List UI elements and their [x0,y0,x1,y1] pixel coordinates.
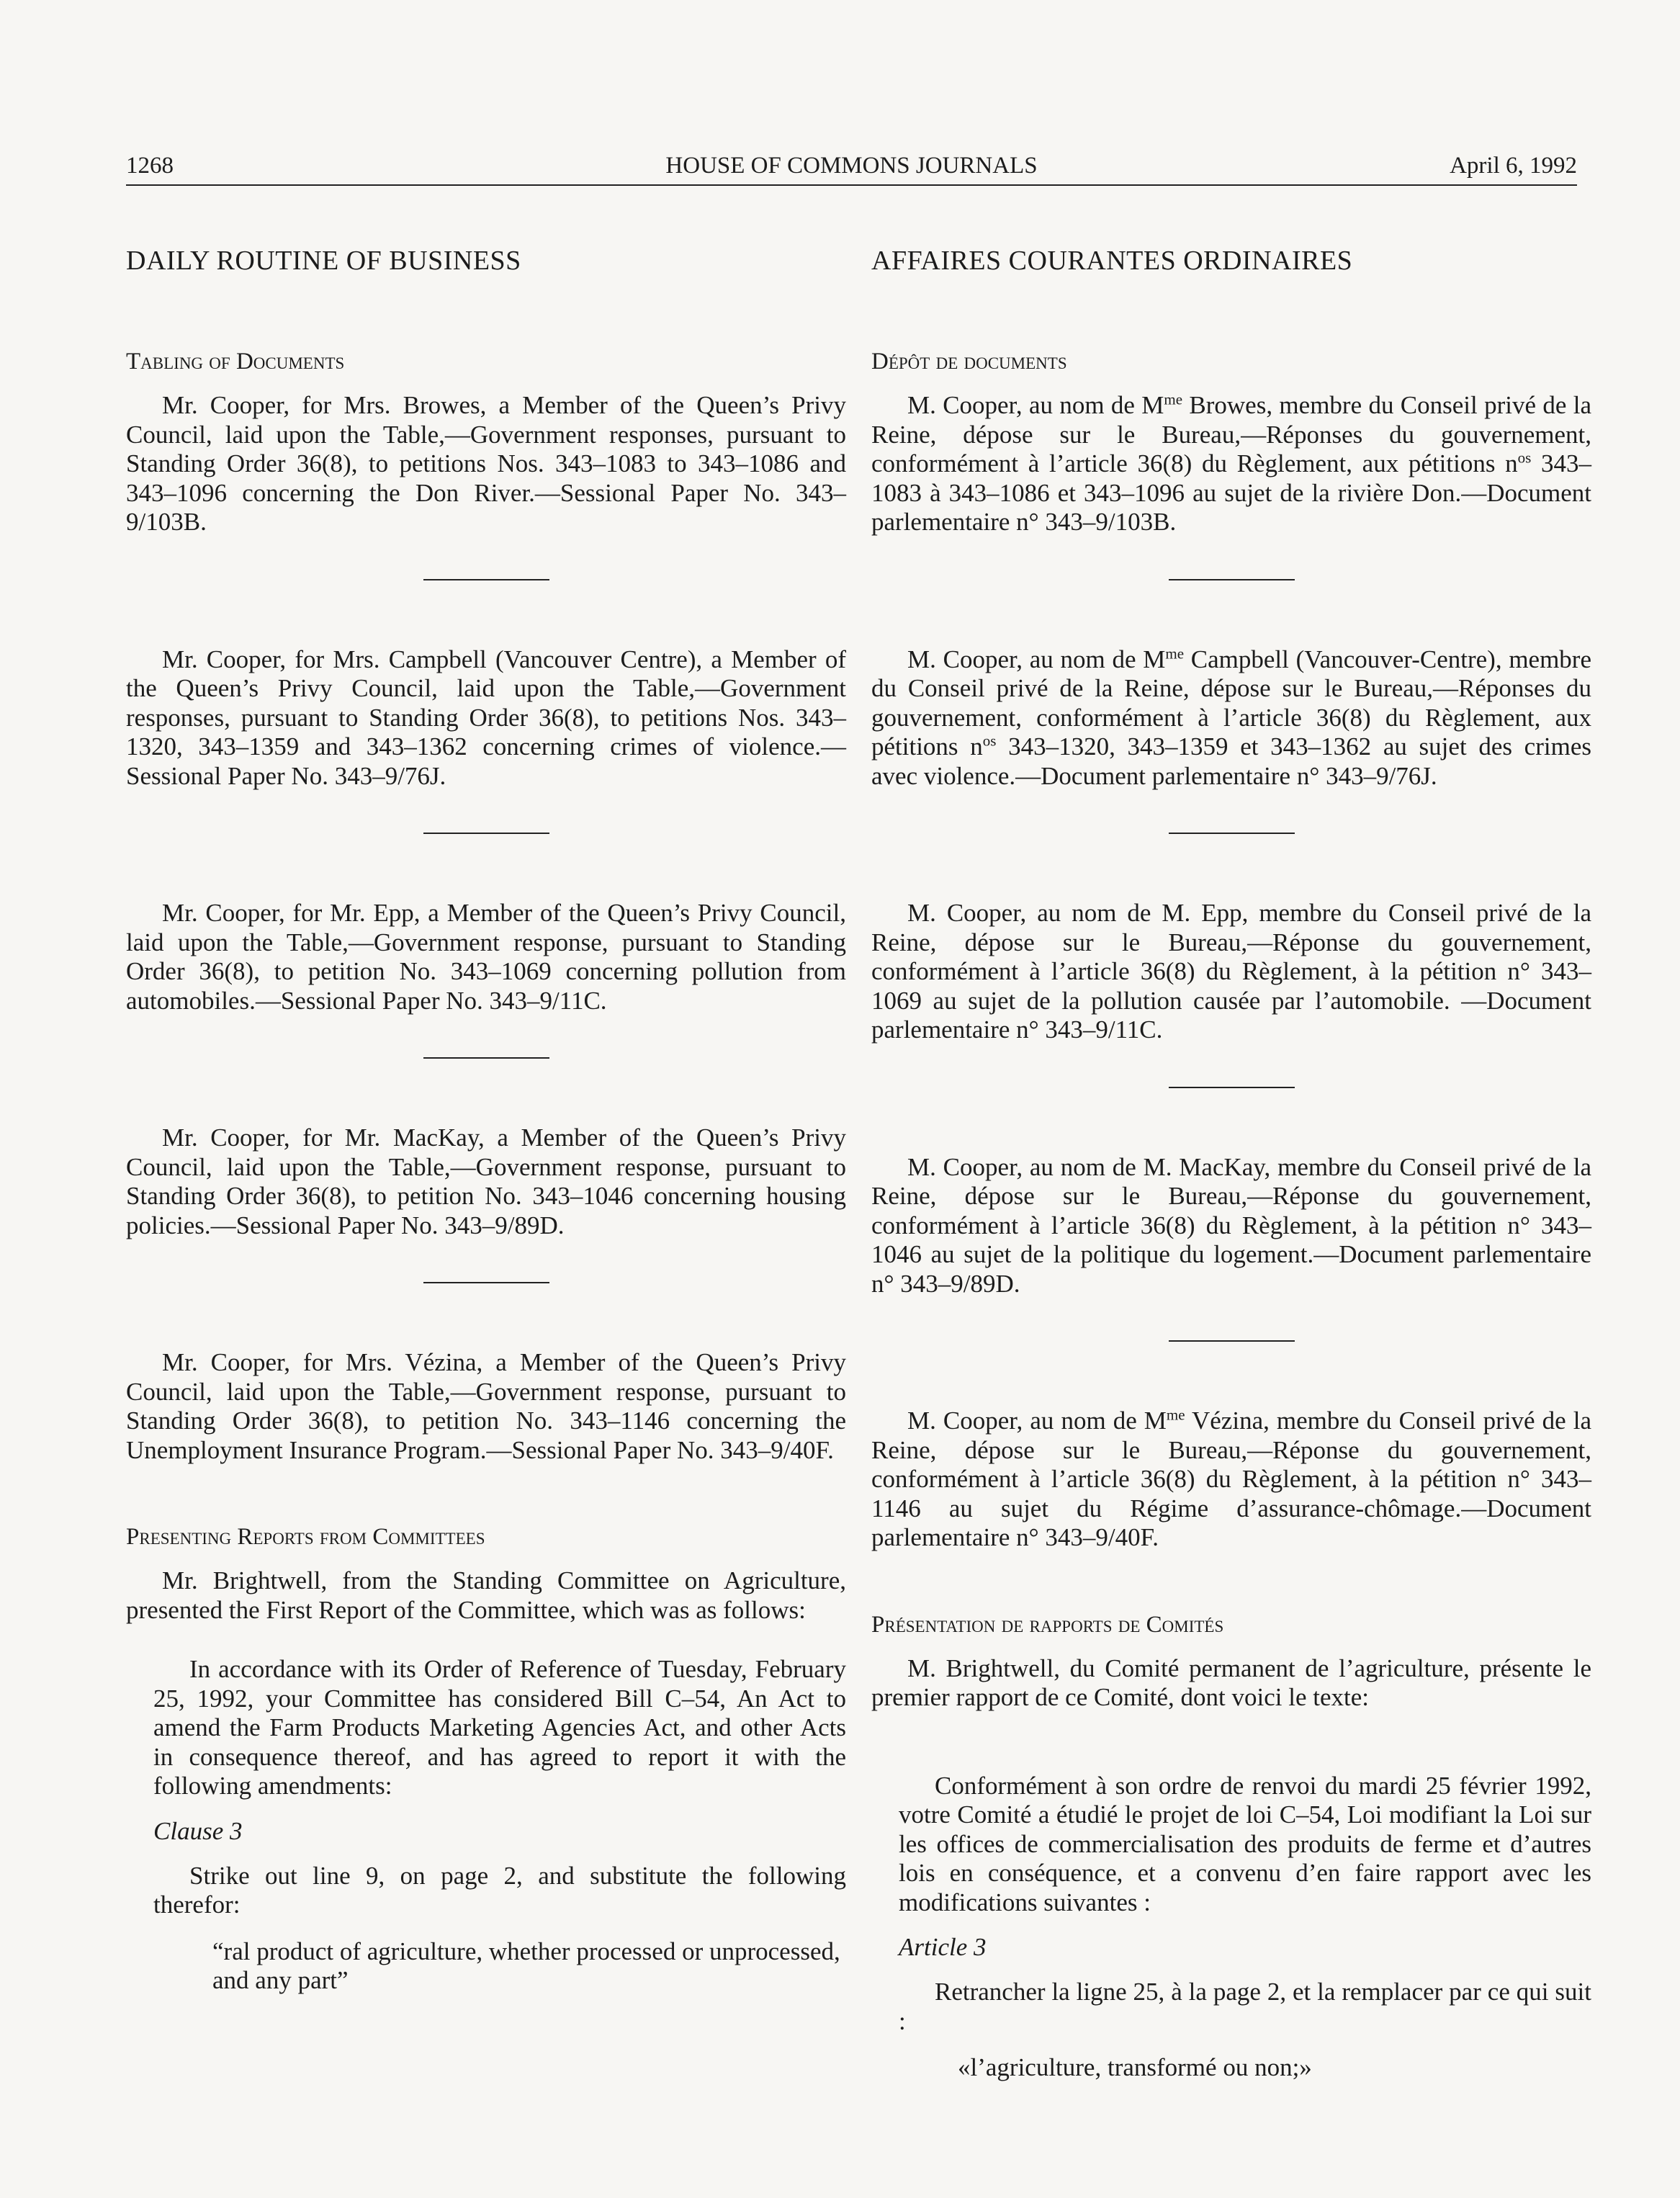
amendment-en: Strike out line 9, on page 2, and substitute the following therefor: [153,1861,846,1919]
tabling-entry-en: Mr. Cooper, for Mrs. Vézina, a Member of the Queen’s Privy Council, laid upon the Table,—Government response, pursuant to Standing Order 36(8), to petition No. 343–1146 concerning the Unemployment Insurance Program.—Sessional Paper No. 343–9/40F. [126,1348,846,1464]
report-text-fr: Conformément à son ordre de renvoi du mardi 25 février 1992, votre Comité a étudié le projet de loi C–54, Loi modifiant la Loi sur les offices de commercialisation des produits de ferme et d’autres lois en conséquence, et a convenu d’en faire rapport avec les modifications suivantes : [899,1771,1591,1916]
report-text-en: In accordance with its Order of Reference of Tuesday, February 25, 1992, your Committee has considered Bill C–54, An Act to amend the Farm Products Marketing Agencies Act, and other Acts in consequence thereof, and has agreed to report it with the following amendments: [153,1655,846,1800]
french-column [871,245,1591,2083]
divider [423,1282,549,1283]
divider [423,833,549,834]
tabling-entry-fr: M. Cooper, au nom de $M^{me}$ Browes, membre du Conseil privé de la Reine, dépose sur le Bureau,—Réponses du gouvernement, conformément à l’article 36(8) du Règlement, aux pétitions $n^{os}$ 343–1083 à 343–1086 et 343–1096 au sujet de la rivière Don.—Document parlementaire n° 343–9/103B. [871,390,1592,536]
english-column [126,245,846,1996]
inserted-text-fr: «l’agriculture, transformé ou non;» [958,2053,1312,2081]
reports-heading-fr: Présentation de rapports de Comités [871,1611,1224,1638]
section-title-fr: AFFAIRES COURANTES ORDINAIRES [871,246,1353,276]
page-number: 1268 [126,153,174,179]
report-intro-fr: M. Brightwell, du Comité permanent de l’agriculture, présente le premier rapport de ce Comité, dont voici le texte: [871,1654,1591,1711]
clause-label-fr: Article 3 [899,1933,987,1961]
tabling-entry-en: Mr. Cooper, for Mrs. Campbell (Vancouver Centre), a Member of the Queen’s Privy Council, laid upon the Table,—Government responses, pursuant to Standing Order 36(8), to petitions Nos. 343–1320, 343–1359 and 343–1362 concerning crimes of violence.—Sessional Paper No. 343–9/76J. [126,645,846,790]
tabling-entry-en: Mr. Cooper, for Mr. Epp, a Member of the Queen’s Privy Council, laid upon the Table,—Government response, pursuant to Standing Order 36(8), to petition No. 343–1069 concerning pollution from automobiles.—Sessional Paper No. 343–9/11C. [126,899,846,1015]
divider [423,579,549,580]
report-intro-en: Mr. Brightwell, from the Standing Committee on Agriculture, presented the First Report of the Committee, which was as follows: [126,1566,846,1624]
journal-date: April 6, 1992 [1450,153,1577,179]
divider [1169,1340,1295,1342]
inserted-text-en: “ral product of agriculture, whether processed or unprocessed, and any part” [212,1937,840,1994]
header-rule [126,184,1577,186]
reports-heading-en: Presenting Reports from Committees [126,1524,485,1550]
divider [1169,579,1295,580]
tabling-heading-en: Tabling of Documents [126,349,345,374]
divider [1169,1087,1295,1088]
tabling-heading-fr: Dépôt de documents [871,349,1067,374]
tabling-entry-fr: M. Cooper, au nom de M. Epp, membre du Conseil privé de la Reine, dépose sur le Bureau,—Réponse du gouvernement, conformément à l’article 36(8) du Règlement, à la pétition n° 343–1069 au sujet de la pollution causée par l’automobile. —Document parlementaire n° 343–9/11C. [871,899,1591,1044]
section-title-en: DAILY ROUTINE OF BUSINESS [126,246,521,276]
page-header [126,153,1577,186]
divider [423,1057,549,1059]
tabling-entry-en: Mr. Cooper, for Mrs. Browes, a Member of the Queen’s Privy Council, laid upon the Table,—Government responses, pursuant to Standing Order 36(8), to petitions Nos. 343–1083 to 343–1086 and 343–1096 concerning the Don River.—Sessional Paper No. 343–9/103B. [126,391,846,536]
tabling-entry-en: Mr. Cooper, for Mr. MacKay, a Member of the Queen’s Privy Council, laid upon the Table,—Government response, pursuant to Standing Order 36(8), to petition No. 343–1046 concerning housing policies.—Sessional Paper No. 343–9/89D. [126,1123,846,1239]
divider [1169,833,1295,834]
clause-label-en: Clause 3 [153,1816,243,1845]
journal-title: HOUSE OF COMMONS JOURNALS [665,153,1038,179]
tabling-entry-fr: M. Cooper, au nom de $M^{me}$ Vézina, membre du Conseil privé de la Reine, dépose sur le Bureau,—Réponse du gouvernement, conformément à l’article 36(8) du Règlement, à la pétition n° 343–1146 au sujet du Régime d’assurance-chômage.—Document parlementaire n° 343–9/40F. [871,1406,1591,1551]
amendment-fr: Retrancher la ligne 25, à la page 2, et la remplacer par ce qui suit : [899,1978,1591,2035]
tabling-entry-fr: M. Cooper, au nom de $M^{me}$ Campbell (Vancouver-Centre), membre du Conseil privé de la Reine, dépose sur le Bureau,—Réponses du gouvernement, conformément à l’article 36(8) du Règlement, aux pétitions $n^{os}$ 343–1320, 343–1359 et 343–1362 au sujet des crimes avec violence.—Document parlementaire n° 343–9/76J. [871,644,1591,790]
tabling-entry-fr: M. Cooper, au nom de M. MacKay, membre du Conseil privé de la Reine, dépose sur le Bureau,—Réponse du gouvernement, conformément à l’article 36(8) du Règlement, à la pétition n° 343–1046 au sujet de la politique du logement.—Document parlementaire n° 343–9/89D. [871,1152,1591,1298]
